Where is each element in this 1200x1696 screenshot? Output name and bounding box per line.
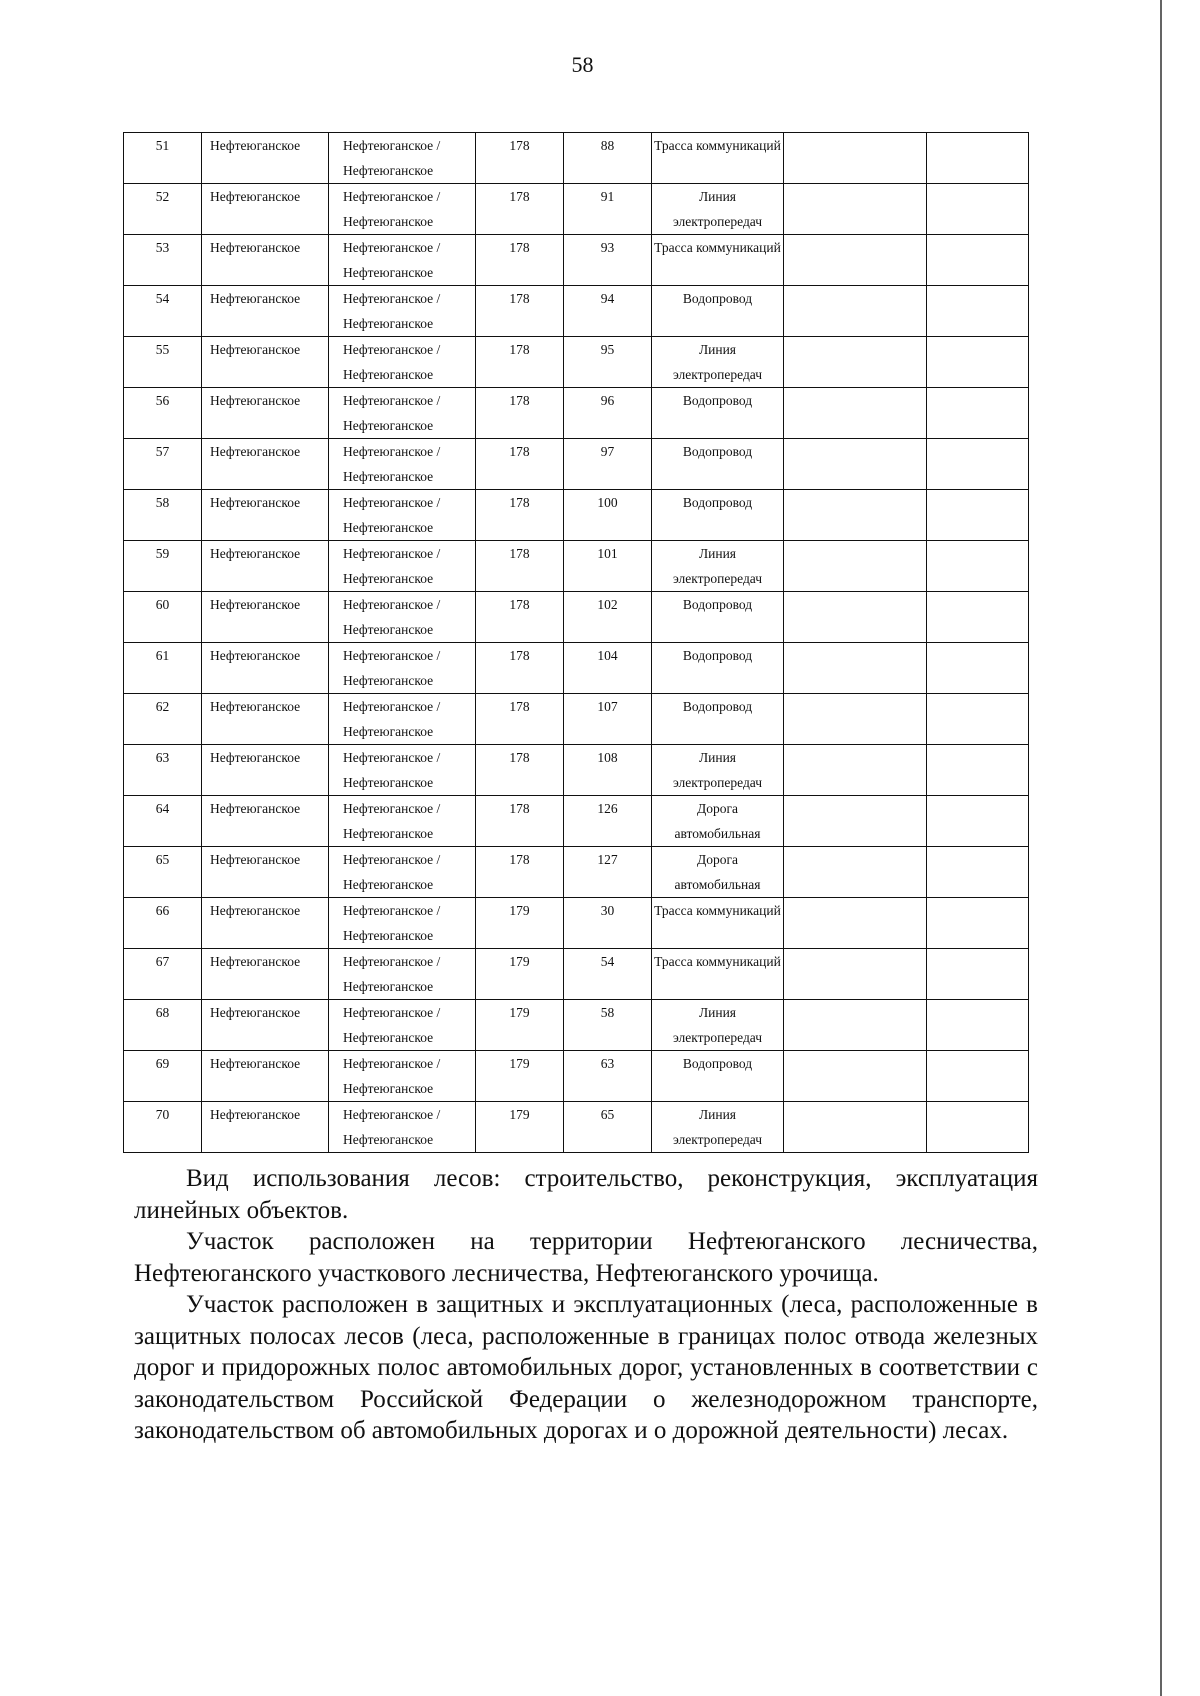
cell-empty [927,694,1029,745]
cell-plot: 100 [564,490,652,541]
cell-plot: 88 [564,133,652,184]
cell-plot: 30 [564,898,652,949]
cell-plot: 126 [564,796,652,847]
cell-plot: 97 [564,439,652,490]
cell-object-type: Линия электропередач [652,184,784,235]
cell-quarter: 179 [476,898,564,949]
cell-quarter: 179 [476,1000,564,1051]
cell-plot: 54 [564,949,652,1000]
cell-forestry: Нефтеюганское [202,1000,329,1051]
cell-empty [784,694,927,745]
cell-quarter: 178 [476,541,564,592]
cell-empty [784,796,927,847]
cell-empty [927,1051,1029,1102]
cell-empty [784,388,927,439]
cell-forestry: Нефтеюганское [202,388,329,439]
cell-object-type: Водопровод [652,694,784,745]
cell-empty [927,337,1029,388]
cell-district-tract: Нефтеюганское / Нефтеюганское [329,388,476,439]
cell-row-number: 58 [124,490,202,541]
cell-plot: 65 [564,1102,652,1153]
table-row [124,184,1029,235]
cell-empty [927,541,1029,592]
cell-quarter: 179 [476,949,564,1000]
cell-object-type: Дорога автомобильная [652,847,784,898]
cell-district-tract: Нефтеюганское / Нефтеюганское [329,694,476,745]
cell-plot: 91 [564,184,652,235]
cell-empty [927,796,1029,847]
cell-quarter: 178 [476,337,564,388]
cell-district-tract: Нефтеюганское / Нефтеюганское [329,133,476,184]
table-row [124,286,1029,337]
cell-row-number: 54 [124,286,202,337]
cell-row-number: 70 [124,1102,202,1153]
cell-quarter: 178 [476,796,564,847]
cell-object-type: Водопровод [652,592,784,643]
table-row [124,337,1029,388]
cell-empty [784,898,927,949]
cell-object-type: Водопровод [652,286,784,337]
cell-plot: 104 [564,643,652,694]
cell-empty [927,388,1029,439]
cell-object-type: Линия электропередач [652,541,784,592]
cell-quarter: 178 [476,439,564,490]
cell-empty [927,235,1029,286]
cell-empty [927,949,1029,1000]
cell-object-type: Трасса коммуникаций [652,133,784,184]
cell-row-number: 59 [124,541,202,592]
cell-forestry: Нефтеюганское [202,643,329,694]
cell-empty [784,745,927,796]
cell-empty [927,592,1029,643]
cell-plot: 101 [564,541,652,592]
cell-district-tract: Нефтеюганское / Нефтеюганское [329,286,476,337]
cell-empty [784,133,927,184]
table-row [124,796,1029,847]
cell-forestry: Нефтеюганское [202,949,329,1000]
table-row [124,235,1029,286]
cell-district-tract: Нефтеюганское / Нефтеюганское [329,847,476,898]
cell-plot: 95 [564,337,652,388]
cell-forestry: Нефтеюганское [202,796,329,847]
table-row [124,643,1029,694]
cell-forestry: Нефтеюганское [202,439,329,490]
paragraph-usage-type: Вид использования лесов: строительство, реконструкция, эксплуатация линейных объектов. [134,1165,1038,1224]
cell-district-tract: Нефтеюганское / Нефтеюганское [329,184,476,235]
table-row [124,1102,1029,1153]
cell-quarter: 178 [476,133,564,184]
table-row [124,388,1029,439]
cell-district-tract: Нефтеюганское / Нефтеюганское [329,796,476,847]
cell-empty [784,949,927,1000]
cell-empty [927,1102,1029,1153]
cell-district-tract: Нефтеюганское / Нефтеюганское [329,643,476,694]
table-row [124,847,1029,898]
cell-row-number: 66 [124,898,202,949]
cell-district-tract: Нефтеюганское / Нефтеюганское [329,1102,476,1153]
cell-empty [927,133,1029,184]
cell-district-tract: Нефтеюганское / Нефтеюганское [329,235,476,286]
cell-empty [784,1102,927,1153]
cell-row-number: 52 [124,184,202,235]
cell-forestry: Нефтеюганское [202,592,329,643]
cell-row-number: 68 [124,1000,202,1051]
table-row [124,439,1029,490]
cell-quarter: 178 [476,847,564,898]
cell-empty [927,643,1029,694]
table-body [124,133,1029,1153]
cell-plot: 107 [564,694,652,745]
cell-district-tract: Нефтеюганское / Нефтеюганское [329,439,476,490]
cell-row-number: 51 [124,133,202,184]
cell-forestry: Нефтеюганское [202,184,329,235]
cell-district-tract: Нефтеюганское / Нефтеюганское [329,1000,476,1051]
forest-plots-table [123,132,1029,1153]
cell-forestry: Нефтеюганское [202,337,329,388]
page-number: 58 [571,52,594,77]
cell-plot: 93 [564,235,652,286]
cell-empty [927,490,1029,541]
table-row [124,541,1029,592]
cell-district-tract: Нефтеюганское / Нефтеюганское [329,1051,476,1102]
cell-object-type: Водопровод [652,643,784,694]
table-row [124,1000,1029,1051]
scan-edge-line [1160,0,1162,1696]
cell-object-type: Линия электропередач [652,1000,784,1051]
cell-forestry: Нефтеюганское [202,745,329,796]
cell-row-number: 63 [124,745,202,796]
cell-district-tract: Нефтеюганское / Нефтеюганское [329,337,476,388]
cell-object-type: Линия электропередач [652,1102,784,1153]
cell-empty [784,337,927,388]
cell-quarter: 178 [476,388,564,439]
cell-district-tract: Нефтеюганское / Нефтеюганское [329,541,476,592]
cell-empty [784,1000,927,1051]
cell-plot: 63 [564,1051,652,1102]
cell-forestry: Нефтеюганское [202,490,329,541]
cell-forestry: Нефтеюганское [202,1051,329,1102]
cell-district-tract: Нефтеюганское / Нефтеюганское [329,592,476,643]
cell-quarter: 178 [476,235,564,286]
cell-empty [927,745,1029,796]
cell-quarter: 178 [476,490,564,541]
cell-empty [784,235,927,286]
cell-empty [784,490,927,541]
cell-empty [784,439,927,490]
paragraph-location: Участок расположен на территории Нефтеюганского лесничества, Нефтеюганского участкового лесничества, Нефтеюганского урочища. [134,1228,1038,1287]
cell-forestry: Нефтеюганское [202,694,329,745]
cell-empty [927,184,1029,235]
cell-row-number: 56 [124,388,202,439]
table-row [124,592,1029,643]
cell-object-type: Трасса коммуникаций [652,898,784,949]
paragraph-protection-category: Участок расположен в защитных и эксплуатационных (леса, расположенные в защитных полосах лесов (леса, расположенные в границах полос отвода железных дорог и придорожных полос автомобильных дорог, установленных в соответствии с законодательством Российской Федерации о железнодорожном транспорте, законодательством об автомобильных дорогах и о дорожной деятельности) лесах. [134,1291,1038,1444]
table-row [124,490,1029,541]
cell-empty [784,286,927,337]
table-row [124,898,1029,949]
cell-empty [927,286,1029,337]
cell-plot: 58 [564,1000,652,1051]
cell-empty [784,592,927,643]
cell-object-type: Трасса коммуникаций [652,949,784,1000]
table-row [124,133,1029,184]
cell-empty [784,847,927,898]
cell-quarter: 179 [476,1051,564,1102]
cell-plot: 102 [564,592,652,643]
cell-empty [784,1051,927,1102]
cell-row-number: 69 [124,1051,202,1102]
cell-quarter: 178 [476,592,564,643]
cell-row-number: 57 [124,439,202,490]
table-row [124,949,1029,1000]
cell-quarter: 179 [476,1102,564,1153]
cell-empty [927,847,1029,898]
cell-quarter: 178 [476,643,564,694]
table-row [124,694,1029,745]
body-text [134,1163,1038,1447]
cell-empty [784,643,927,694]
cell-empty [784,541,927,592]
cell-plot: 94 [564,286,652,337]
cell-row-number: 65 [124,847,202,898]
cell-district-tract: Нефтеюганское / Нефтеюганское [329,949,476,1000]
cell-object-type: Водопровод [652,439,784,490]
cell-forestry: Нефтеюганское [202,1102,329,1153]
cell-object-type: Водопровод [652,1051,784,1102]
table-row [124,745,1029,796]
cell-row-number: 64 [124,796,202,847]
cell-object-type: Водопровод [652,490,784,541]
cell-object-type: Трасса коммуникаций [652,235,784,286]
cell-empty [927,439,1029,490]
cell-district-tract: Нефтеюганское / Нефтеюганское [329,898,476,949]
cell-quarter: 178 [476,286,564,337]
cell-forestry: Нефтеюганское [202,286,329,337]
cell-object-type: Дорога автомобильная [652,796,784,847]
cell-plot: 96 [564,388,652,439]
cell-quarter: 178 [476,694,564,745]
cell-district-tract: Нефтеюганское / Нефтеюганское [329,490,476,541]
cell-forestry: Нефтеюганское [202,541,329,592]
cell-empty [784,184,927,235]
cell-plot: 127 [564,847,652,898]
cell-row-number: 53 [124,235,202,286]
cell-empty [927,1000,1029,1051]
cell-empty [927,898,1029,949]
cell-forestry: Нефтеюганское [202,133,329,184]
cell-row-number: 60 [124,592,202,643]
cell-district-tract: Нефтеюганское / Нефтеюганское [329,745,476,796]
cell-quarter: 178 [476,184,564,235]
cell-row-number: 62 [124,694,202,745]
cell-row-number: 67 [124,949,202,1000]
cell-forestry: Нефтеюганское [202,898,329,949]
cell-plot: 108 [564,745,652,796]
cell-object-type: Водопровод [652,388,784,439]
cell-object-type: Линия электропередач [652,337,784,388]
cell-forestry: Нефтеюганское [202,847,329,898]
cell-forestry: Нефтеюганское [202,235,329,286]
cell-quarter: 178 [476,745,564,796]
cell-row-number: 61 [124,643,202,694]
cell-row-number: 55 [124,337,202,388]
table-row [124,1051,1029,1102]
cell-object-type: Линия электропередач [652,745,784,796]
